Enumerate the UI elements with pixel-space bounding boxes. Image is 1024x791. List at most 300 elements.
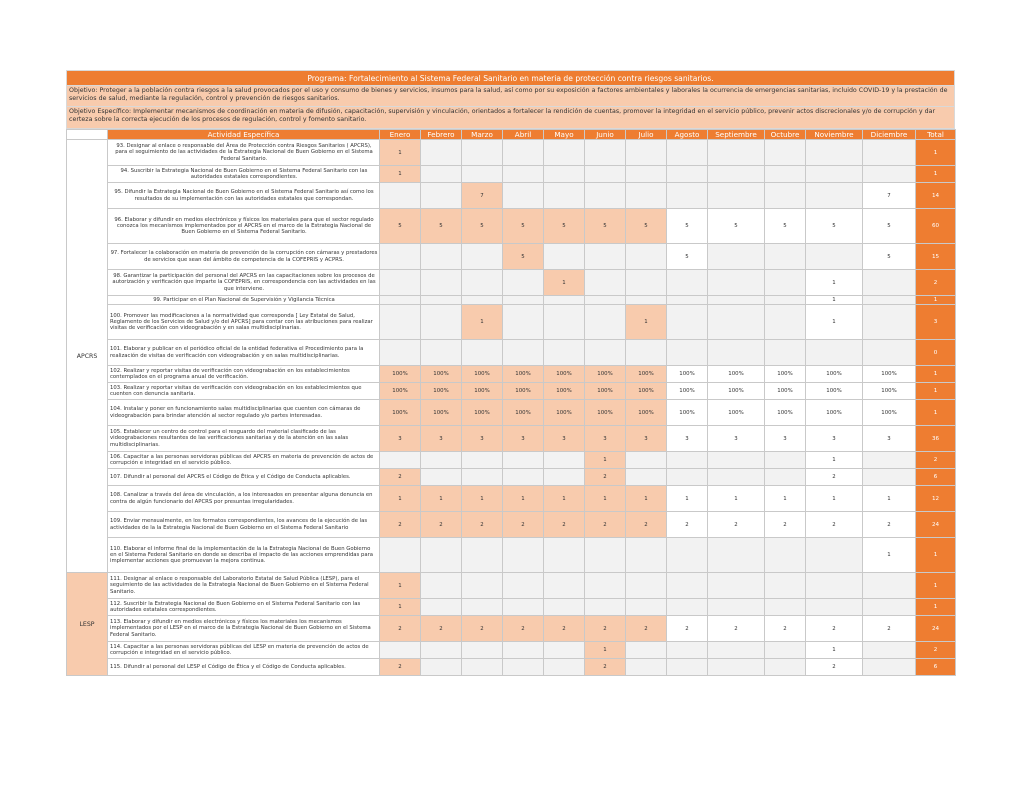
month-cell <box>503 183 544 209</box>
month-cell: 5 <box>667 209 708 244</box>
month-cell: 100% <box>806 366 863 383</box>
month-cell: 2 <box>380 659 421 676</box>
header-noviembre: Noviembre <box>806 130 863 140</box>
month-cell <box>863 573 916 599</box>
activity-cell: 93. Designar al enlace o responsable del Área de Protección contra Riesgos Sanitarios ( APCRS), para el seguimiento de las actividades de la Estrategia Nacional de Buen Gobierno en el Sistema Federal Sanitario. <box>108 140 380 166</box>
total-cell: 1 <box>916 538 956 573</box>
month-cell: 1 <box>667 486 708 512</box>
month-cell <box>708 305 765 340</box>
month-cell <box>708 296 765 305</box>
month-cell <box>380 244 421 270</box>
month-cell: 3 <box>380 426 421 452</box>
month-cell: 1 <box>380 166 421 183</box>
total-cell: 2 <box>916 270 956 296</box>
month-cell <box>708 538 765 573</box>
month-cell: 2 <box>503 616 544 642</box>
month-cell <box>806 140 863 166</box>
month-cell <box>503 659 544 676</box>
month-cell <box>380 296 421 305</box>
total-cell: 2 <box>916 452 956 469</box>
month-cell: 2 <box>585 659 626 676</box>
month-cell: 100% <box>626 400 667 426</box>
month-cell <box>667 340 708 366</box>
header-febrero: Febrero <box>421 130 462 140</box>
month-cell <box>421 140 462 166</box>
month-cell: 100% <box>380 383 421 400</box>
month-cell: 3 <box>765 426 806 452</box>
month-cell: 100% <box>585 366 626 383</box>
month-cell: 100% <box>626 383 667 400</box>
total-cell: 6 <box>916 469 956 486</box>
month-cell <box>380 538 421 573</box>
table-row <box>67 183 956 209</box>
month-cell <box>421 642 462 659</box>
month-cell <box>421 183 462 209</box>
activity-cell: 111. Designar al enlace o responsable del Laboratorio Estatal de Salud Pública (LESP), para el seguimiento de las actividades de la Estrategia Nacional de Buen Gobierno en el Sistema Federal Sanitario. <box>108 573 380 599</box>
month-cell <box>544 573 585 599</box>
month-cell: 100% <box>462 366 503 383</box>
total-cell: 2 <box>916 642 956 659</box>
month-cell <box>462 642 503 659</box>
month-cell: 2 <box>585 512 626 538</box>
month-cell <box>585 296 626 305</box>
month-cell <box>585 166 626 183</box>
month-cell <box>503 599 544 616</box>
month-cell: 1 <box>806 642 863 659</box>
total-cell: 1 <box>916 573 956 599</box>
activity-cell: 101. Elaborar y publicar en el periódico oficial de la entidad federativa el Procedimiento para la realización de visitas de verificación con videograbación y en salas multidisciplinarias. <box>108 340 380 366</box>
month-cell <box>503 166 544 183</box>
month-cell: 100% <box>765 366 806 383</box>
table-row <box>67 599 956 616</box>
month-cell <box>462 270 503 296</box>
month-cell <box>544 244 585 270</box>
month-cell <box>503 340 544 366</box>
month-cell: 2 <box>806 616 863 642</box>
month-cell: 2 <box>462 616 503 642</box>
group-label-apcrs: APCRS <box>67 140 108 573</box>
month-cell: 3 <box>667 426 708 452</box>
month-cell <box>462 538 503 573</box>
month-cell <box>667 305 708 340</box>
month-cell <box>806 166 863 183</box>
month-cell: 100% <box>708 383 765 400</box>
month-cell <box>806 244 863 270</box>
month-cell: 1 <box>503 486 544 512</box>
month-cell: 3 <box>421 426 462 452</box>
month-cell <box>863 305 916 340</box>
month-cell <box>708 270 765 296</box>
month-cell <box>462 140 503 166</box>
month-cell: 100% <box>421 400 462 426</box>
month-cell <box>462 296 503 305</box>
table-row <box>67 340 956 366</box>
month-cell <box>708 183 765 209</box>
month-cell <box>585 183 626 209</box>
month-cell: 2 <box>765 512 806 538</box>
month-cell <box>544 538 585 573</box>
month-cell <box>503 469 544 486</box>
activity-cell: 99. Participar en el Plan Nacional de Supervisión y Vigilancia Técnica <box>108 296 380 305</box>
month-cell <box>380 305 421 340</box>
month-cell <box>667 642 708 659</box>
month-cell <box>503 573 544 599</box>
month-cell <box>544 642 585 659</box>
month-cell <box>503 140 544 166</box>
month-cell: 1 <box>421 486 462 512</box>
month-cell <box>863 469 916 486</box>
month-cell <box>421 340 462 366</box>
month-cell <box>626 296 667 305</box>
month-cell: 2 <box>544 616 585 642</box>
month-cell <box>503 296 544 305</box>
activity-cell: 110. Elaborar el informe final de la implementación de la la Estrategia Nacional de Buen Gobierno en el Sistema Federal Sanitario en donde se describa el impacto de las acciones emprendidas para implementar acciones que promuevan la mejora continua. <box>108 538 380 573</box>
table-row <box>67 383 956 400</box>
month-cell: 1 <box>544 270 585 296</box>
activity-cell: 115. Difundir al personal del LESP el Código de Ética y el Código de Conducta aplicables. <box>108 659 380 676</box>
month-cell <box>626 659 667 676</box>
month-cell: 1 <box>708 486 765 512</box>
month-cell <box>421 296 462 305</box>
month-cell <box>667 183 708 209</box>
month-cell: 5 <box>863 209 916 244</box>
month-cell: 3 <box>503 426 544 452</box>
activity-cell: 102. Realizar y reportar visitas de verificación con videograbación en los establecimientos contemplados en el programa anual de verificación. <box>108 366 380 383</box>
month-cell <box>863 166 916 183</box>
month-cell <box>544 183 585 209</box>
month-cell <box>708 599 765 616</box>
month-cell <box>421 452 462 469</box>
month-cell: 100% <box>708 366 765 383</box>
month-cell: 2 <box>380 512 421 538</box>
month-cell <box>544 659 585 676</box>
month-cell <box>503 452 544 469</box>
month-cell: 100% <box>765 383 806 400</box>
month-cell <box>626 642 667 659</box>
month-cell <box>863 659 916 676</box>
month-cell: 1 <box>806 452 863 469</box>
month-cell: 3 <box>806 426 863 452</box>
month-cell <box>765 296 806 305</box>
header-octubre: Octubre <box>765 130 806 140</box>
total-cell: 1 <box>916 599 956 616</box>
activity-table <box>66 129 956 676</box>
month-cell: 5 <box>503 209 544 244</box>
month-cell: 1 <box>380 573 421 599</box>
group-label-lesp: LESP <box>67 573 108 676</box>
month-cell: 100% <box>380 400 421 426</box>
month-cell: 2 <box>863 512 916 538</box>
month-cell <box>708 642 765 659</box>
table-row <box>67 140 956 166</box>
header-activity: Actividad Específica <box>108 130 380 140</box>
month-cell <box>380 183 421 209</box>
month-cell: 2 <box>806 512 863 538</box>
month-cell: 1 <box>863 486 916 512</box>
month-cell: 100% <box>421 366 462 383</box>
activity-cell: 113. Elaborar y difundir en medios electrónicos y físicos los materiales los mecanismos implementados por el LESP en el marco de la Estrategia Nacional de Buen Gobierno en el Sistema Federal Sanitario. <box>108 616 380 642</box>
month-cell: 100% <box>544 366 585 383</box>
table-body <box>67 140 956 676</box>
header-mayo: Mayo <box>544 130 585 140</box>
month-cell <box>863 296 916 305</box>
month-cell: 2 <box>667 616 708 642</box>
activity-cell: 105. Establecer un centro de control para el resguardo del material clasificado de las videograbaciones resultantes de las verificaciones sanitarias y de la atención en las salas multidisciplinarias. <box>108 426 380 452</box>
month-cell: 7 <box>462 183 503 209</box>
month-cell <box>765 305 806 340</box>
month-cell <box>585 244 626 270</box>
month-cell <box>765 340 806 366</box>
table-row <box>67 209 956 244</box>
total-cell: 1 <box>916 166 956 183</box>
month-cell: 2 <box>585 469 626 486</box>
month-cell: 100% <box>585 400 626 426</box>
worksheet <box>66 70 955 676</box>
total-cell: 1 <box>916 383 956 400</box>
objective-text: Objetivo: Proteger a la población contra riesgos a la salud provocados por el uso y consumo de bienes y servicios, insumos para la salud, así como por su exposición a factores ambientales y laborales la ocurrencia de emergencias sanitarias, incluido COVID-19 y la prestación de servicios de salud, mediante la regulación, control y prevención de riesgos sanitarios. <box>66 86 955 107</box>
table-row <box>67 512 956 538</box>
month-cell: 100% <box>503 366 544 383</box>
header-diciembre: Diciembre <box>863 130 916 140</box>
month-cell <box>626 140 667 166</box>
activity-cell: 112. Suscribir la Estrategia Nacional de Buen Gobierno en el Sistema Federal Sanitario con las autoridades estatales correspondientes. <box>108 599 380 616</box>
table-row <box>67 538 956 573</box>
month-cell: 2 <box>503 512 544 538</box>
table-row <box>67 573 956 599</box>
month-cell <box>806 599 863 616</box>
month-cell <box>863 599 916 616</box>
activity-cell: 107. Difundir al personal del APCRS el Código de Ética y el Código de Conducta aplicables. <box>108 469 380 486</box>
month-cell: 3 <box>585 426 626 452</box>
activity-cell: 109. Enviar mensualmente, en los formatos correspondientes, los avances de la ejecución de las actividades de la la Estrategia Nacional de Buen Gobierno en el Sistema Federal Sanitario <box>108 512 380 538</box>
month-cell: 2 <box>806 469 863 486</box>
month-cell <box>806 340 863 366</box>
month-cell <box>863 340 916 366</box>
header-julio: Julio <box>626 130 667 140</box>
month-cell <box>667 573 708 599</box>
month-cell <box>667 469 708 486</box>
month-cell: 100% <box>667 400 708 426</box>
month-cell <box>462 452 503 469</box>
month-cell <box>667 659 708 676</box>
table-row <box>67 270 956 296</box>
month-cell <box>863 452 916 469</box>
month-cell <box>765 166 806 183</box>
month-cell <box>626 244 667 270</box>
month-cell: 100% <box>503 400 544 426</box>
month-cell <box>626 270 667 296</box>
total-cell: 60 <box>916 209 956 244</box>
specific-objective-text: Objetivo Específico: Implementar mecanismos de coordinación en materia de difusión, capacitación, supervisión y vinculación, orientados a fortalecer la rendición de cuentas, promover la integridad en el servicio público, prevenir actos discrecionales y/o de corrupción y dar certeza sobre la correcta ejecución de los procesos de regulación, control y fomento sanitario. <box>66 107 955 129</box>
month-cell <box>503 270 544 296</box>
header-enero: Enero <box>380 130 421 140</box>
month-cell: 5 <box>863 244 916 270</box>
month-cell: 100% <box>585 383 626 400</box>
month-cell <box>421 469 462 486</box>
month-cell <box>462 599 503 616</box>
month-cell: 1 <box>585 452 626 469</box>
month-cell: 100% <box>421 383 462 400</box>
table-row <box>67 642 956 659</box>
month-cell <box>421 244 462 270</box>
month-cell: 100% <box>544 400 585 426</box>
month-cell: 2 <box>708 616 765 642</box>
total-cell: 1 <box>916 366 956 383</box>
month-cell <box>585 538 626 573</box>
month-cell: 2 <box>585 616 626 642</box>
total-cell: 15 <box>916 244 956 270</box>
month-cell <box>462 166 503 183</box>
month-cell: 100% <box>708 400 765 426</box>
month-cell <box>765 573 806 599</box>
month-cell <box>863 642 916 659</box>
month-cell <box>462 573 503 599</box>
month-cell: 100% <box>462 383 503 400</box>
table-row <box>67 296 956 305</box>
month-cell <box>667 296 708 305</box>
month-cell: 7 <box>863 183 916 209</box>
month-cell <box>765 140 806 166</box>
month-cell: 5 <box>585 209 626 244</box>
month-cell <box>585 305 626 340</box>
month-cell <box>667 140 708 166</box>
month-cell <box>708 659 765 676</box>
activity-cell: 103. Realizar y reportar visitas de verificación con videograbación en los establecimientos que cuenten con denuncia sanitaria. <box>108 383 380 400</box>
month-cell <box>585 599 626 616</box>
month-cell <box>544 140 585 166</box>
table-row <box>67 616 956 642</box>
header-abril: Abril <box>503 130 544 140</box>
month-cell <box>462 659 503 676</box>
month-cell <box>380 642 421 659</box>
month-cell: 3 <box>544 426 585 452</box>
month-cell: 100% <box>626 366 667 383</box>
month-cell <box>626 469 667 486</box>
month-cell <box>421 599 462 616</box>
table-row <box>67 426 956 452</box>
month-cell: 3 <box>626 426 667 452</box>
activity-cell: 114. Capacitar a las personas servidoras públicas del LESP en materia de prevención de actos de corrupción e integridad en el servicio público. <box>108 642 380 659</box>
month-cell <box>585 573 626 599</box>
activity-cell: 106. Capacitar a las personas servidoras públicas del APCRS en materia de prevención de actos de corrupción e integridad en el servicio público. <box>108 452 380 469</box>
month-cell: 3 <box>462 426 503 452</box>
total-cell: 1 <box>916 296 956 305</box>
month-cell: 100% <box>765 400 806 426</box>
month-cell: 100% <box>863 366 916 383</box>
month-cell: 5 <box>421 209 462 244</box>
month-cell <box>806 538 863 573</box>
month-cell: 1 <box>462 486 503 512</box>
month-cell: 1 <box>863 538 916 573</box>
month-cell: 100% <box>667 383 708 400</box>
activity-cell: 100. Promover las modificaciones a la normatividad que corresponda [ Ley Estatal de Salud, Reglamento de los Servicios de Salud y/o del APCRS] para contar con las atribuciones para realizar visitas de verificación con videograbación y en salas multidisciplinarias. <box>108 305 380 340</box>
month-cell <box>380 270 421 296</box>
month-cell: 5 <box>462 209 503 244</box>
month-cell <box>503 538 544 573</box>
month-cell <box>462 340 503 366</box>
month-cell <box>667 452 708 469</box>
month-cell: 1 <box>806 486 863 512</box>
month-cell: 5 <box>708 209 765 244</box>
month-cell <box>421 270 462 296</box>
month-cell <box>863 270 916 296</box>
month-cell <box>544 452 585 469</box>
month-cell <box>585 340 626 366</box>
total-cell: 0 <box>916 340 956 366</box>
month-cell: 2 <box>765 616 806 642</box>
table-row <box>67 486 956 512</box>
month-cell: 5 <box>503 244 544 270</box>
table-row <box>67 469 956 486</box>
header-agosto: Agosto <box>667 130 708 140</box>
month-cell <box>626 573 667 599</box>
table-row <box>67 659 956 676</box>
group-header-cell <box>67 130 108 140</box>
month-cell <box>544 305 585 340</box>
month-cell: 100% <box>667 366 708 383</box>
header-junio: Junio <box>585 130 626 140</box>
month-cell: 1 <box>462 305 503 340</box>
month-cell: 2 <box>708 512 765 538</box>
program-title: Programa: Fortalecimiento al Sistema Federal Sanitario en materia de protección contra riesgos sanitarios. <box>66 70 955 86</box>
total-cell: 24 <box>916 512 956 538</box>
month-cell <box>421 659 462 676</box>
month-cell: 1 <box>585 642 626 659</box>
header-total: Total <box>916 130 956 140</box>
activity-cell: 104. Instalar y poner en funcionamiento salas multidisciplinarias que cuenten con cámaras de videograbación para brindar atención al sector regulado y/o partes interesadas. <box>108 400 380 426</box>
month-cell <box>806 573 863 599</box>
month-cell <box>708 340 765 366</box>
month-cell: 2 <box>421 616 462 642</box>
month-cell: 100% <box>806 400 863 426</box>
month-cell: 5 <box>380 209 421 244</box>
month-cell: 2 <box>380 469 421 486</box>
month-cell: 1 <box>806 296 863 305</box>
month-cell: 100% <box>462 400 503 426</box>
month-cell: 2 <box>626 512 667 538</box>
activity-cell: 97. Fortalecer la colaboración en materia de prevención de la corrupción con cámaras y prestadores de servicios que sean del ámbito de competencia de la COFEPRIS y ACPRS. <box>108 244 380 270</box>
table-row <box>67 244 956 270</box>
month-cell <box>765 452 806 469</box>
table-row <box>67 400 956 426</box>
month-cell <box>544 599 585 616</box>
month-cell <box>626 538 667 573</box>
month-cell <box>765 538 806 573</box>
table-row <box>67 305 956 340</box>
month-cell: 3 <box>863 426 916 452</box>
month-cell: 2 <box>380 616 421 642</box>
month-cell: 2 <box>421 512 462 538</box>
month-cell <box>462 469 503 486</box>
month-cell <box>544 469 585 486</box>
month-cell: 100% <box>863 383 916 400</box>
month-cell: 5 <box>626 209 667 244</box>
month-cell <box>765 270 806 296</box>
month-cell <box>380 340 421 366</box>
month-cell: 1 <box>544 486 585 512</box>
month-cell <box>708 573 765 599</box>
month-cell: 100% <box>380 366 421 383</box>
month-cell: 2 <box>626 616 667 642</box>
month-cell: 1 <box>626 486 667 512</box>
activity-cell: 95. Difundir la Estrategia Nacional de Buen Gobierno en el Sistema Federal Sanitario así como los resultados de su implementación con las autoridades estatales que correspondan. <box>108 183 380 209</box>
month-cell <box>863 140 916 166</box>
month-cell <box>421 166 462 183</box>
month-cell: 2 <box>667 512 708 538</box>
month-cell <box>765 244 806 270</box>
month-cell <box>708 166 765 183</box>
month-cell: 2 <box>806 659 863 676</box>
